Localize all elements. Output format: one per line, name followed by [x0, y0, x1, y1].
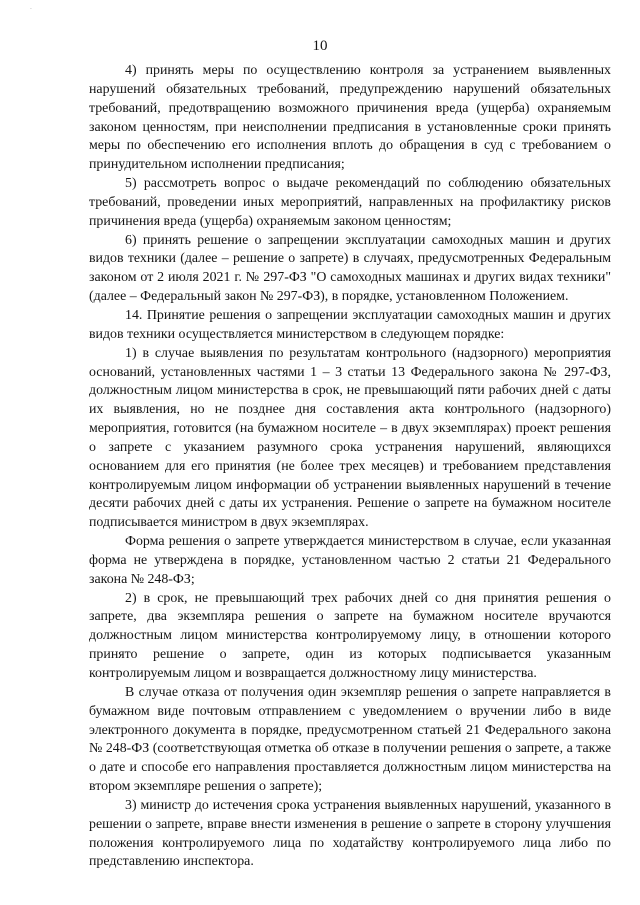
corner-mark: · [30, 6, 32, 13]
page-number: 10 [312, 38, 328, 54]
paragraph-step-1: 1) в случае выявления по результатам контрольного (надзорного) мероприятия оснований, установленных частями 1 – 3 статьи 13 Федерального закона № 297-ФЗ, должностным лицом министерства в срок, не превышающий пяти рабочих дней с даты их выявления, но не позднее дня составления акта контрольного (надзорного) мероприятия, готовится (на бумажном носителе – в двух экземплярах) проект решения о запрете с указанием разумного срока устранения нарушений, являющихся основанием для его принятия (не более трех месяцев) и требованием представления контролируемым лицом информации об устранении выявленных нарушений в течение десяти рабочих дней с даты их устранения. Решение о запрете на бумажном носителе подписывается министром в двух экземплярах. [89, 345, 611, 531]
paragraph-form-approval: Форма решения о запрете утверждается министерством в случае, если указанная форма не утверждена в порядке, установленном частью 2 статьи 21 Федерального закона № 248-ФЗ; [89, 534, 611, 587]
document-body [89, 62, 611, 872]
paragraph-item-4-measures: 4) принять меры по осуществлению контроля за устранением выявленных нарушений обязательных требований, предупреждению нарушений обязательных требований, предотвращению возможного причинения вреда (ущерба) охраняемым законом ценностям, при неисполнении предписания в установленные сроки принять меры по обеспечению его исполнения вплоть до обращения в суд с требованием о принудительном исполнении предписания; [89, 63, 611, 173]
paragraph-refusal-case: В случае отказа от получения один экземпляр решения о запрете направляется в бумажном виде почтовым отправлением с уведомлением о вручении либо в виде электронного документа в порядке, предусмотренном статьей 21 Федерального закона № 248-ФЗ (соответствующая отметка об отказе в получении решения о запрете, а также о дате и способе его направления проставляется должностным лицом министерства на втором экземпляре решения о запрете); [89, 684, 611, 795]
paragraph-step-3: 3) министр до истечения срока устранения выявленных нарушений, указанного в решении о запрете, вправе внести изменения в решение о запрете в сторону улучшения положения контролируемого лица по ходатайству контролируемого лица либо по представлению инспектора. [89, 797, 611, 870]
paragraph-item-5-recommendations: 5) рассмотреть вопрос о выдаче рекомендаций по соблюдению обязательных требований, проведении иных мероприятий, направленных на профилактику рисков причинения вреда (ущерба) охраняемым законом ценностям; [89, 176, 611, 229]
paragraph-item-6-ban-decision: 6) принять решение о запрещении эксплуатации самоходных машин и других видов техники (далее – решение о запрете) в случаях, предусмотренных Федеральным законом от 2 июля 2021 г. № 297-ФЗ "О самоходных машинах и других видах техники" (далее – Федеральный закон № 297-ФЗ), в порядке, установленном Положением. [89, 232, 611, 305]
paragraph-section-14: 14. Принятие решения о запрещении эксплуатации самоходных машин и других видов техники осуществляется министерством в следующем порядке: [89, 307, 611, 342]
paragraph-step-2: 2) в срок, не превышающий трех рабочих дней со дня принятия решения о запрете, два экземпляра решения о запрете на бумажном носителе вручаются должностным лицом министерства контролируемому лицу, в отношении которого принято решение о запрете, один из которых подписывается указанным контролируемым лицом и возвращается должностному лицу министерства. [89, 590, 611, 681]
